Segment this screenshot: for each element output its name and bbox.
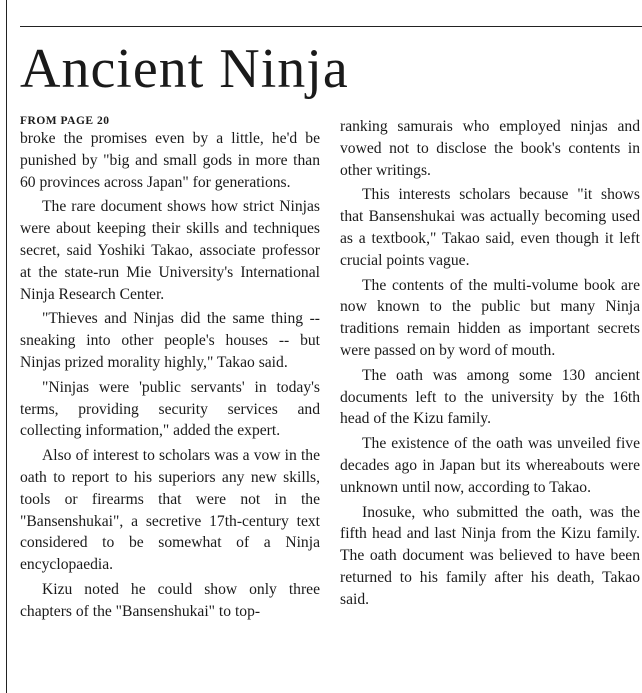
- paragraph: "Thieves and Ninjas did the same thing -- sneaking into other people's houses -- but Ninjas prized morality highly," Takao said.: [20, 310, 320, 371]
- page-left-border: [6, 0, 7, 693]
- left-column: [20, 114, 320, 626]
- paragraph: The oath was among some 130 ancient documents left to the university by the 16th head of the Kizu family.: [340, 366, 640, 428]
- jump-line: FROM PAGE 20: [20, 115, 110, 127]
- paragraph: The rare document shows how strict Ninjas were about keeping their skills and techniques secret, said Yoshiki Takao, associate professor at the state-run Mie University's International Ninja Research Center.: [20, 198, 320, 303]
- paragraph: This interests scholars because "it shows that Bansenshukai was actually becoming used as a textbook," Takao said, even though it left crucial points vague.: [340, 186, 640, 269]
- paragraph: The contents of the multi-volume book are now known to the public but many Ninja traditions remain hidden as important secrets were passed on by word of mouth.: [340, 276, 640, 359]
- paragraph: Inosuke, who submitted the oath, was the fifth head and last Ninja from the Kizu family. The oath document was believed to have been returned to his family after his death, Takao said.: [340, 503, 640, 608]
- paragraph: broke the promises even by a little, he'd be punished by "big and small gods in more than 60 provinces across Japan" for generations.: [20, 130, 320, 191]
- paragraph: Kizu noted he could show only three chapters of the "Bansenshukai" to top-: [20, 580, 320, 620]
- paragraph: "Ninjas were 'public servants' in today's terms, providing security services and collecting information," added the expert.: [20, 378, 320, 440]
- paragraph: The existence of the oath was unveiled five decades ago in Japan but its whereabouts were unknown until now, according to Takao.: [340, 435, 640, 496]
- right-column: [340, 116, 640, 614]
- top-rule: [20, 26, 642, 27]
- headline: Ancient Ninja: [20, 38, 349, 100]
- paragraph: Also of interest to scholars was a vow in the oath to report to his superiors any new skills, tools or firearms that were not in the "Bansenshukai", a secretive 17th-century text considered to be somewhat of a Ninja encyclopaedia.: [20, 447, 320, 574]
- paragraph: ranking samurais who employed ninjas and vowed not to disclose the book's contents in other writings.: [340, 118, 640, 179]
